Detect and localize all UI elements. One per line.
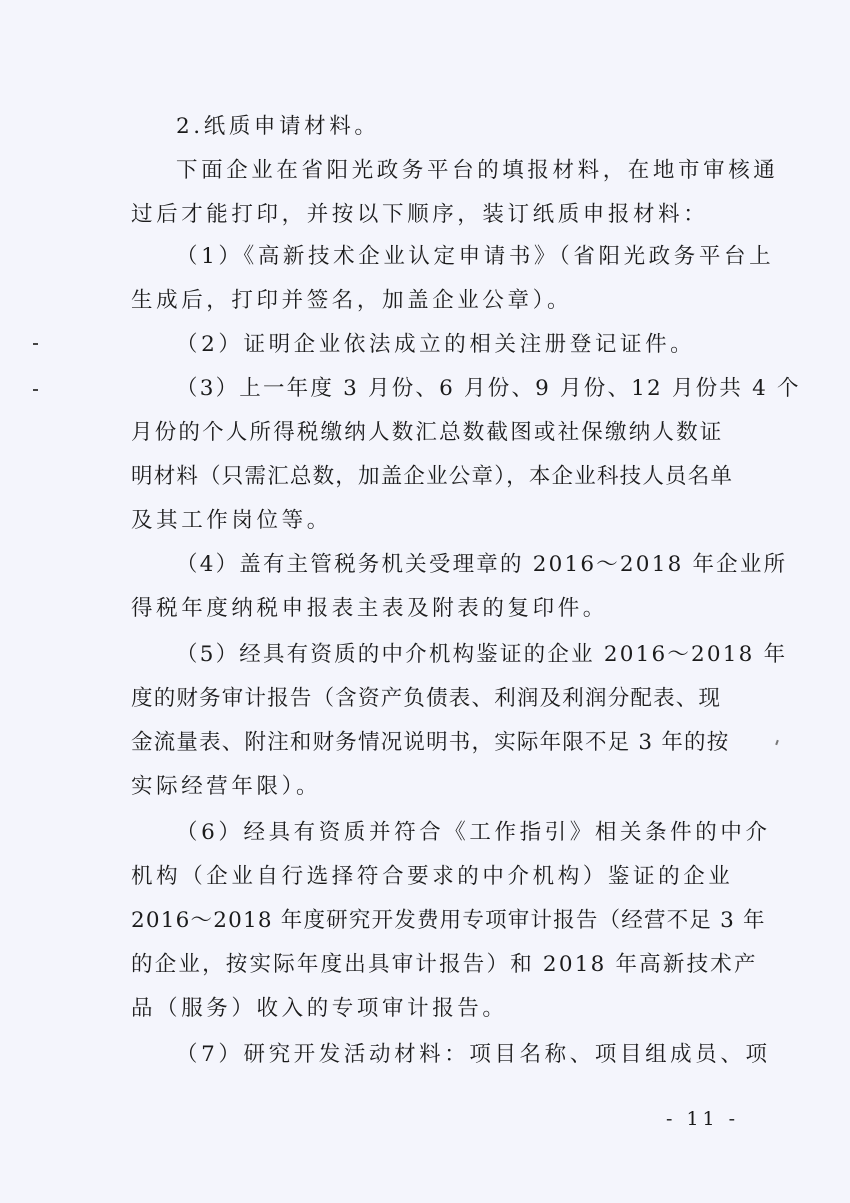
list-item-3-line: 月份的个人所得税缴纳人数汇总数截图或社保缴纳人数证 [131,420,724,445]
list-item-7-line: （7）研究开发活动材料：项目名称、项目组成员、项 [176,1042,771,1067]
list-item-5-line: （5）经具有资质的中介机构鉴证的企业 2016～2018 年 [176,642,788,667]
list-item-5-line: 实际经营年限）。 [131,774,322,799]
scan-speck [775,740,779,745]
list-item-6-line: 2016～2018 年度研究开发费用专项审计报告（经营不足 3 年 [131,908,766,933]
list-item-1-line: （1）《高新技术企业认定申请书》（省阳光政务平台上 [176,244,775,269]
list-item-2-line: （2）证明企业依法成立的相关注册登记证件。 [176,332,696,357]
list-item-4-line: 得税年度纳税申报表主表及附表的复印件。 [131,596,608,621]
list-item-1-line: 生成后，打印并签名，加盖企业公章）。 [131,288,573,313]
section-heading: 2.纸质申请材料。 [176,114,380,139]
list-item-3-line: 及其工作岗位等。 [131,508,332,533]
list-item-6-line: 的企业，按实际年度出具审计报告）和 2018 年高新技术产 [131,952,758,977]
list-item-4-line: （4）盖有主管税务机关受理章的 2016～2018 年企业所 [176,552,788,577]
list-item-5-line: 金流量表、附注和财务情况说明书，实际年限不足 3 年的按 [131,730,730,755]
list-item-3-line: （3）上一年度 3 月份、6 月份、9 月份、12 月份共 4 个 [176,376,801,401]
list-item-5-line: 度的财务审计报告（含资产负债表、利润及利润分配表、现 [131,686,722,711]
list-item-6-line: 机构（企业自行选择符合要求的中介机构）鉴证的企业 [131,864,734,889]
paragraph-line: 下面企业在省阳光政务平台的填报材料，在地市审核通 [176,158,779,183]
scan-mark [33,343,38,345]
paragraph-line: 过后才能打印，并按以下顺序，装订纸质申报材料： [131,202,709,227]
list-item-3-line: 明材料（只需汇总数，加盖企业公章），本企业科技人员名单 [131,464,734,489]
page-number: - 11 - [666,1108,740,1130]
list-item-6-line: （6）经具有资质并符合《工作指引》相关条件的中介 [176,820,771,845]
list-item-6-line: 品（服务）收入的专项审计报告。 [131,996,508,1021]
scan-mark [33,389,38,391]
